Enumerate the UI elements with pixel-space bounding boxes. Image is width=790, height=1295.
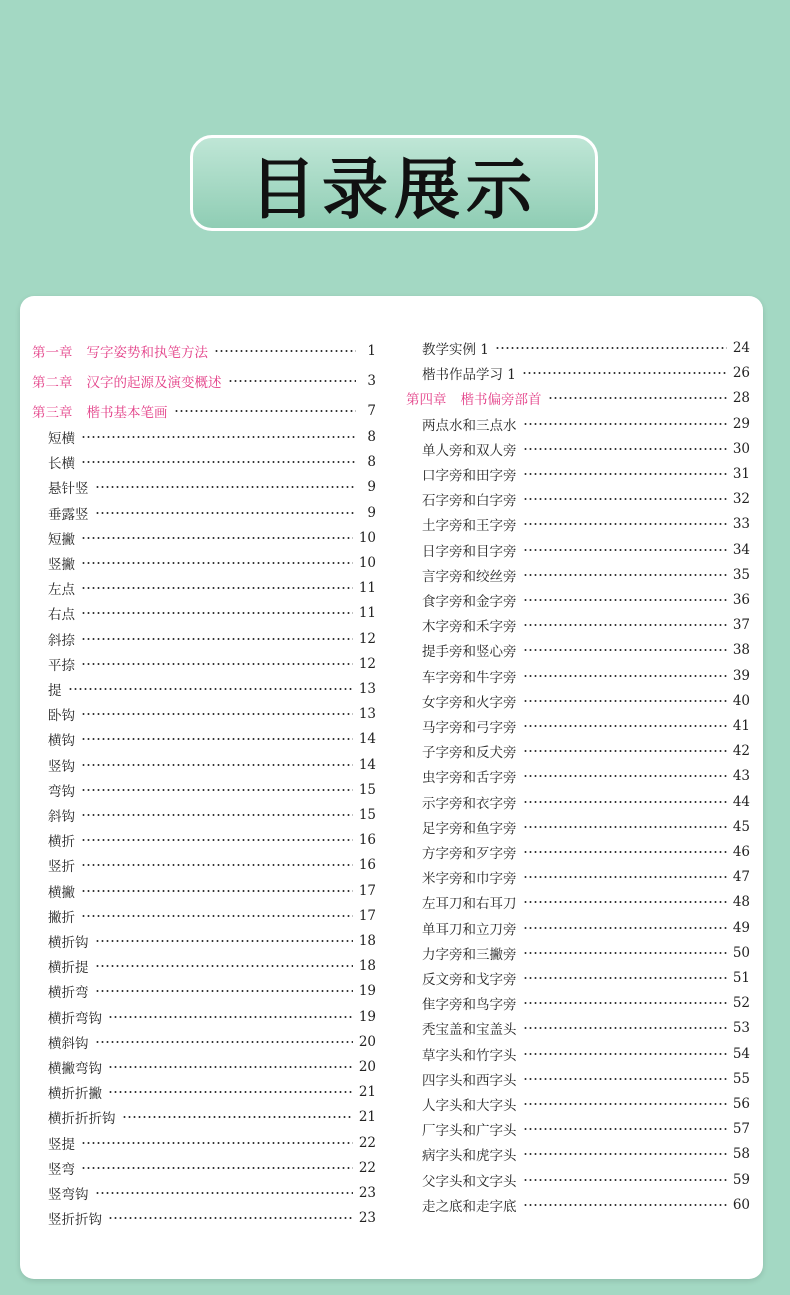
page-number: 18 <box>358 933 376 949</box>
toc-entry-title: 长横 <box>48 456 75 473</box>
page-number: 11 <box>358 580 376 597</box>
toc-entry[interactable] <box>32 577 376 599</box>
page-number: 48 <box>732 894 750 911</box>
dot-leader <box>523 1128 727 1130</box>
toc-entry[interactable] <box>406 715 750 737</box>
toc-entry[interactable] <box>406 463 750 485</box>
dot-leader <box>108 1217 353 1219</box>
page-number: 9 <box>367 479 376 496</box>
page-number: 50 <box>732 944 750 961</box>
toc-entry-title: 斜钩 <box>48 809 75 825</box>
dot-leader <box>523 574 727 576</box>
toc-entry[interactable] <box>32 1031 376 1053</box>
toc-entry-title: 草字头和竹字头 <box>422 1047 517 1064</box>
toc-entry-title: 横折弯 <box>48 985 89 1002</box>
toc-entry[interactable] <box>32 1182 376 1204</box>
chapter-title: 写字姿势和执笔方法 <box>86 345 208 361</box>
dot-leader <box>108 1066 353 1068</box>
page-number: 13 <box>358 681 376 697</box>
toc-entry[interactable] <box>406 1194 750 1216</box>
toc-entry[interactable] <box>32 980 376 1002</box>
dot-leader <box>81 612 353 614</box>
toc-entry-title: 隹字旁和鸟字旁 <box>422 997 517 1014</box>
toc-chapter-entry[interactable] <box>32 340 376 362</box>
dot-leader <box>523 1179 727 1181</box>
dot-leader <box>523 473 727 475</box>
dot-leader <box>122 1116 353 1118</box>
page-number: 3 <box>367 373 376 389</box>
page-number: 36 <box>732 592 750 608</box>
toc-entry[interactable] <box>32 451 376 473</box>
page-number: 21 <box>358 1084 376 1101</box>
toc-entry-title: 竖钩 <box>48 758 75 775</box>
dot-leader <box>548 397 727 399</box>
toc-entry-title: 马字旁和弓字旁 <box>422 720 517 736</box>
dot-leader <box>228 380 357 382</box>
dot-leader <box>81 789 353 791</box>
dot-leader <box>81 537 353 539</box>
toc-entry-title: 人字头和大字头 <box>422 1098 517 1114</box>
page-number: 58 <box>732 1146 750 1163</box>
dot-leader <box>95 1192 353 1194</box>
page-number: 1 <box>367 343 376 359</box>
toc-entry[interactable] <box>406 488 750 510</box>
toc-entry-title: 横折折折钩 <box>48 1111 116 1128</box>
toc-entry-title: 横钩 <box>48 733 75 750</box>
toc-entry[interactable] <box>32 905 376 927</box>
toc-entry[interactable] <box>406 866 750 888</box>
toc-entry-title <box>32 401 168 421</box>
dot-leader <box>523 1204 727 1206</box>
toc-entry-title <box>32 371 222 391</box>
toc-entry-title: 方字旁和歹字旁 <box>422 846 517 862</box>
chapter-number: 第四章 <box>406 392 447 409</box>
dot-leader <box>81 738 353 740</box>
dot-leader <box>523 1053 727 1055</box>
page-number: 38 <box>732 642 750 659</box>
toc-entry[interactable] <box>32 955 376 977</box>
toc-entry-title: 楷书作品学习 1 <box>422 367 516 384</box>
dot-leader <box>95 512 357 514</box>
toc-entry[interactable] <box>406 765 750 787</box>
toc-entry-title: 土字旁和王字旁 <box>422 518 517 535</box>
dot-leader <box>108 1016 353 1018</box>
dot-leader <box>523 927 727 929</box>
page-number: 9 <box>367 504 376 521</box>
toc-entry-title: 力字旁和三撇旁 <box>422 946 517 963</box>
toc-entry-title: 走之底和走字底 <box>422 1198 517 1215</box>
toc-entry[interactable] <box>406 891 750 913</box>
toc-entry-title: 竖折 <box>48 859 75 876</box>
toc-entry[interactable] <box>32 502 376 524</box>
toc-entry-title: 短横 <box>48 431 75 447</box>
dot-leader <box>81 562 353 564</box>
toc-entry[interactable] <box>406 589 750 611</box>
chapter-title: 汉字的起源及演变概述 <box>86 375 222 391</box>
dot-leader <box>81 638 353 640</box>
toc-entry[interactable] <box>32 1106 376 1128</box>
toc-entry-title: 竖折折钩 <box>48 1212 102 1229</box>
toc-entry[interactable] <box>406 337 750 359</box>
toc-entry-title: 言字旁和绞丝旁 <box>422 568 517 585</box>
chapter-number: 第三章 <box>32 405 73 421</box>
page-number: 14 <box>358 731 376 748</box>
toc-entry[interactable] <box>32 779 376 801</box>
toc-entry[interactable] <box>406 841 750 863</box>
toc-entry[interactable] <box>406 1068 750 1090</box>
toc-entry[interactable] <box>406 564 750 586</box>
dot-leader <box>81 1142 353 1144</box>
dot-leader <box>81 764 353 766</box>
dot-leader <box>523 977 727 979</box>
dot-leader <box>68 688 353 690</box>
toc-entry-title: 子字旁和反犬旁 <box>422 745 517 762</box>
toc-entry[interactable] <box>32 1056 376 1078</box>
toc-entry-title: 平捺 <box>48 657 75 674</box>
page-number: 20 <box>358 1059 376 1075</box>
dot-leader <box>108 1091 353 1093</box>
toc-entry[interactable] <box>406 740 750 762</box>
chapter-title: 楷书基本笔画 <box>86 405 168 421</box>
page-number: 8 <box>367 454 376 471</box>
toc-entry[interactable] <box>406 816 750 838</box>
dot-leader <box>523 1027 727 1029</box>
page-number: 12 <box>358 655 376 672</box>
toc-entry[interactable] <box>32 602 376 624</box>
dot-leader <box>523 775 727 777</box>
dot-leader <box>523 423 727 425</box>
page-number: 26 <box>732 365 750 382</box>
page-number: 14 <box>358 756 376 773</box>
toc-entry-title: 单人旁和双人旁 <box>422 442 517 459</box>
dot-leader <box>81 814 353 816</box>
page-number: 20 <box>358 1033 376 1050</box>
page-number: 12 <box>358 630 376 647</box>
dot-leader <box>523 649 727 651</box>
toc-entry[interactable] <box>406 438 750 460</box>
page-number: 16 <box>358 857 376 874</box>
toc-entry-title: 虫字旁和舌字旁 <box>422 770 517 787</box>
page-number: 10 <box>358 529 376 546</box>
dot-leader <box>523 523 727 525</box>
page-number: 40 <box>732 692 750 709</box>
dot-leader <box>214 350 356 352</box>
toc-entry[interactable] <box>32 880 376 902</box>
toc-entry[interactable] <box>32 628 376 650</box>
toc-entry[interactable] <box>32 678 376 700</box>
toc-entry-title: 示字旁和衣字旁 <box>422 795 517 812</box>
dot-leader <box>81 436 356 438</box>
toc-entry[interactable] <box>406 1143 750 1165</box>
page-number: 22 <box>358 1159 376 1176</box>
toc-entry[interactable] <box>406 614 750 636</box>
dot-leader <box>495 347 727 349</box>
toc-entry-title: 两点水和三点水 <box>422 417 517 434</box>
page-number: 31 <box>732 466 750 482</box>
dot-leader <box>523 549 727 551</box>
toc-entry[interactable] <box>32 804 376 826</box>
dot-leader <box>523 599 727 601</box>
toc-entry[interactable] <box>32 854 376 876</box>
page-number: 52 <box>732 995 750 1012</box>
toc-entry[interactable] <box>406 690 750 712</box>
toc-entry-title: 悬针竖 <box>48 481 89 498</box>
toc-entry-title: 横斜钩 <box>48 1035 89 1052</box>
toc-entry[interactable] <box>32 930 376 952</box>
dot-leader <box>523 1103 727 1105</box>
toc-entry-title: 日字旁和目字旁 <box>422 543 517 560</box>
page-title: 目录展示 <box>250 150 538 228</box>
page-number: 55 <box>732 1070 750 1087</box>
toc-entry[interactable] <box>406 1043 750 1065</box>
page-number: 17 <box>358 882 376 899</box>
dot-leader <box>523 498 727 500</box>
page-number: 19 <box>358 983 376 1000</box>
page-number: 59 <box>732 1171 750 1188</box>
dot-leader <box>81 890 353 892</box>
toc-entry[interactable] <box>32 1081 376 1103</box>
page-number: 16 <box>358 832 376 849</box>
dot-leader <box>81 663 353 665</box>
toc-entry[interactable] <box>406 665 750 687</box>
toc-entry[interactable] <box>32 476 376 498</box>
toc-entry[interactable] <box>406 917 750 939</box>
page-number: 44 <box>732 793 750 810</box>
page-number: 51 <box>732 970 750 986</box>
toc-entry[interactable] <box>32 703 376 725</box>
toc-entry[interactable] <box>32 653 376 675</box>
page-number: 15 <box>358 781 376 798</box>
page-number: 56 <box>732 1096 750 1112</box>
toc-entry-title: 病字头和虎字头 <box>422 1148 517 1165</box>
dot-leader <box>523 801 727 803</box>
chapter-title: 楷书偏旁部首 <box>460 392 542 409</box>
page-number: 18 <box>358 958 376 975</box>
dot-leader <box>95 940 353 942</box>
toc-entry-title: 竖弯钩 <box>48 1187 89 1203</box>
toc-entry-title: 竖弯 <box>48 1161 75 1178</box>
page-number: 41 <box>732 718 750 734</box>
toc-entry-title <box>406 388 542 408</box>
page-number: 33 <box>732 516 750 533</box>
toc-entry[interactable] <box>32 1207 376 1229</box>
toc-entry-title: 弯钩 <box>48 783 75 800</box>
page-number: 15 <box>358 807 376 823</box>
page-number: 19 <box>358 1008 376 1025</box>
dot-leader <box>95 965 353 967</box>
toc-entry-title: 撇折 <box>48 909 75 926</box>
page-number: 23 <box>358 1210 376 1227</box>
toc-entry[interactable] <box>32 1006 376 1028</box>
page-number: 11 <box>358 605 376 622</box>
dot-leader <box>523 1078 727 1080</box>
page-number: 49 <box>732 919 750 936</box>
dot-leader <box>523 901 727 903</box>
dot-leader <box>81 839 353 841</box>
toc-chapter-entry[interactable] <box>406 387 750 409</box>
toc-entry[interactable] <box>32 1132 376 1154</box>
toc-entry-title: 教学实例 1 <box>422 342 489 358</box>
toc-entry-title: 横折钩 <box>48 935 89 951</box>
page-number: 21 <box>358 1109 376 1126</box>
page-number: 53 <box>732 1020 750 1037</box>
toc-entry-title: 石字旁和白字旁 <box>422 493 517 510</box>
page-number: 39 <box>732 667 750 684</box>
dot-leader <box>523 725 727 727</box>
toc-entry-title: 横折 <box>48 834 75 851</box>
toc-entry[interactable] <box>32 1157 376 1179</box>
toc-entry-title: 竖撇 <box>48 557 75 573</box>
dot-leader <box>523 1002 727 1004</box>
page-number: 35 <box>732 566 750 583</box>
toc-entry-title: 口字旁和田字旁 <box>422 468 517 484</box>
page-number: 37 <box>732 617 750 634</box>
toc-entry[interactable] <box>32 426 376 448</box>
toc-entry-title: 秃宝盖和宝盖头 <box>422 1022 517 1039</box>
toc-entry[interactable] <box>406 1169 750 1191</box>
dot-leader <box>523 876 727 878</box>
toc-entry-title: 横撇弯钩 <box>48 1061 102 1077</box>
toc-entry[interactable] <box>406 539 750 561</box>
dot-leader <box>523 624 727 626</box>
page-number: 47 <box>732 869 750 886</box>
title-badge <box>190 135 598 231</box>
dot-leader <box>523 700 727 702</box>
toc-entry[interactable] <box>406 992 750 1014</box>
page-number: 42 <box>732 743 750 760</box>
page-number: 57 <box>732 1121 750 1138</box>
page-number: 30 <box>732 440 750 457</box>
page-number: 29 <box>732 415 750 432</box>
dot-leader <box>523 826 727 828</box>
page-number: 43 <box>732 768 750 785</box>
toc-entry-title: 垂露竖 <box>48 506 89 523</box>
toc-entry-title: 横折弯钩 <box>48 1010 102 1027</box>
chapter-number: 第一章 <box>32 345 73 361</box>
page-number: 7 <box>367 403 376 419</box>
toc-entry[interactable] <box>32 754 376 776</box>
dot-leader <box>81 461 356 463</box>
toc-chapter-entry[interactable] <box>32 370 376 392</box>
toc-entry-title: 左耳刀和右耳刀 <box>422 896 517 913</box>
toc-entry-title: 足字旁和鱼字旁 <box>422 820 517 837</box>
toc-entry-title: 左点 <box>48 582 75 599</box>
toc-entry-title: 反文旁和戈字旁 <box>422 972 517 988</box>
toc-entry[interactable] <box>406 967 750 989</box>
toc-entry-title: 提手旁和竖心旁 <box>422 644 517 661</box>
toc-entry[interactable] <box>406 791 750 813</box>
toc-entry-title: 木字旁和禾字旁 <box>422 619 517 636</box>
page-number: 22 <box>358 1134 376 1151</box>
dot-leader <box>523 448 727 450</box>
page-number: 46 <box>732 844 750 860</box>
dot-leader <box>81 1167 353 1169</box>
page-number: 13 <box>358 706 376 723</box>
toc-entry-title <box>32 341 208 361</box>
page-number: 23 <box>358 1185 376 1201</box>
toc-entry[interactable] <box>32 552 376 574</box>
toc-entry[interactable] <box>32 829 376 851</box>
toc-entry-title: 横折折撇 <box>48 1086 102 1103</box>
toc-entry-title: 短撇 <box>48 531 75 548</box>
page-number: 24 <box>732 340 750 356</box>
toc-card <box>20 296 763 1279</box>
dot-leader <box>174 410 357 412</box>
chapter-number: 第二章 <box>32 375 73 391</box>
toc-entry-title: 竖提 <box>48 1136 75 1153</box>
page-number: 17 <box>358 907 376 924</box>
toc-chapter-entry[interactable] <box>32 400 376 422</box>
page-number: 34 <box>732 541 750 558</box>
dot-leader <box>523 1153 727 1155</box>
page-number: 45 <box>732 818 750 835</box>
dot-leader <box>523 851 727 853</box>
toc-entry-title: 厂字头和广字头 <box>422 1123 517 1140</box>
toc-entry[interactable] <box>32 728 376 750</box>
page-number: 8 <box>367 429 376 445</box>
toc-entry-title: 车字旁和牛字旁 <box>422 669 517 686</box>
toc-entry-title: 提 <box>48 683 62 699</box>
toc-entry[interactable] <box>406 1017 750 1039</box>
dot-leader <box>95 990 353 992</box>
toc-entry-title: 单耳刀和立刀旁 <box>422 921 517 938</box>
toc-entry[interactable] <box>406 362 750 384</box>
dot-leader <box>81 864 353 866</box>
toc-entry[interactable] <box>406 942 750 964</box>
page-number: 54 <box>732 1045 750 1062</box>
dot-leader <box>81 713 353 715</box>
toc-entry-title: 女字旁和火字旁 <box>422 694 517 711</box>
toc-entry-title: 右点 <box>48 607 75 624</box>
dot-leader <box>523 750 727 752</box>
dot-leader <box>81 915 353 917</box>
dot-leader <box>81 587 353 589</box>
toc-entry[interactable] <box>406 413 750 435</box>
toc-entry-title: 斜捺 <box>48 632 75 649</box>
dot-leader <box>523 675 727 677</box>
dot-leader <box>523 952 727 954</box>
dot-leader <box>522 372 727 374</box>
toc-entry[interactable] <box>406 639 750 661</box>
toc-entry-title: 横折提 <box>48 960 89 977</box>
page-number: 28 <box>732 390 750 407</box>
toc-entry-title: 米字旁和巾字旁 <box>422 871 517 888</box>
dot-leader <box>95 486 357 488</box>
toc-entry[interactable] <box>406 513 750 535</box>
toc-entry-title: 卧钩 <box>48 708 75 725</box>
page-number: 60 <box>732 1196 750 1213</box>
toc-entry[interactable] <box>406 1118 750 1140</box>
page-number: 32 <box>732 491 750 508</box>
page-number: 10 <box>358 555 376 571</box>
toc-entry-title: 食字旁和金字旁 <box>422 594 517 610</box>
toc-entry[interactable] <box>32 527 376 549</box>
toc-entry-title: 横撇 <box>48 884 75 901</box>
toc-entry-title: 四字头和西字头 <box>422 1072 517 1089</box>
dot-leader <box>95 1041 353 1043</box>
toc-entry-title: 父字头和文字头 <box>422 1173 517 1190</box>
toc-entry[interactable] <box>406 1093 750 1115</box>
